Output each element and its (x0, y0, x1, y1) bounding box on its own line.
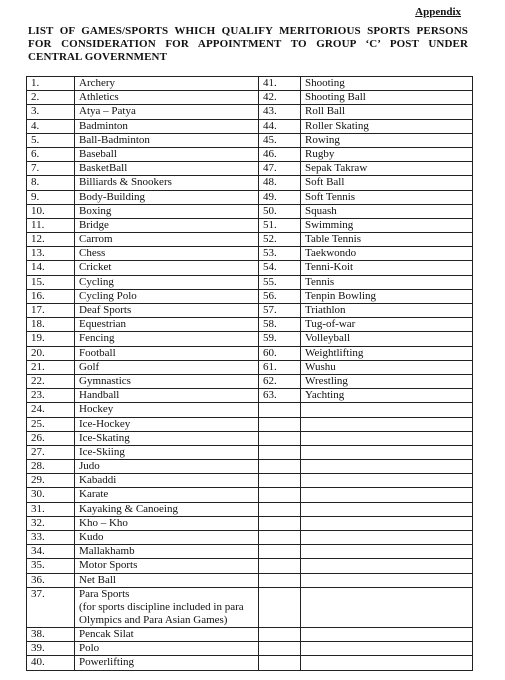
table-row (27, 275, 473, 289)
table-row (27, 628, 473, 642)
sport-number-left: 2. (27, 91, 75, 105)
table-row (27, 190, 473, 204)
sport-name-left: Motor Sports (75, 559, 259, 573)
sport-number-left: 36. (27, 573, 75, 587)
table-row (27, 431, 473, 445)
sport-number-left: 13. (27, 247, 75, 261)
table-row (27, 119, 473, 133)
sport-number-left: 21. (27, 360, 75, 374)
sport-number-right: 42. (259, 91, 301, 105)
sport-name-right (301, 460, 473, 474)
sport-number-left: 12. (27, 233, 75, 247)
table-row (27, 573, 473, 587)
sport-name-left: Cycling Polo (75, 289, 259, 303)
sport-name-left (75, 587, 259, 627)
sport-name-left: Golf (75, 360, 259, 374)
sport-number-right: 50. (259, 204, 301, 218)
sport-name-left: Karate (75, 488, 259, 502)
sport-number-right: 52. (259, 233, 301, 247)
sport-name-left: Athletics (75, 91, 259, 105)
table-row (27, 304, 473, 318)
sport-name-right (301, 545, 473, 559)
table-row (27, 204, 473, 218)
table-row (27, 332, 473, 346)
sport-name-left: Kho – Kho (75, 516, 259, 530)
sport-name-left: Body-Building (75, 190, 259, 204)
sport-name-left: Kudo (75, 531, 259, 545)
sport-number-right (259, 531, 301, 545)
sport-number-left: 1. (27, 77, 75, 91)
sport-number-right: 60. (259, 346, 301, 360)
appendix-label: Appendix (415, 6, 461, 18)
sport-number-left: 23. (27, 389, 75, 403)
sport-name-left: Chess (75, 247, 259, 261)
table-row (27, 176, 473, 190)
sport-number-right: 49. (259, 190, 301, 204)
table-row (27, 289, 473, 303)
sport-name-right: Roll Ball (301, 105, 473, 119)
sport-name-right (301, 628, 473, 642)
table-row (27, 587, 473, 627)
sport-number-left: 26. (27, 431, 75, 445)
sport-number-right: 55. (259, 275, 301, 289)
table-row (27, 77, 473, 91)
sport-name-left: Powerlifting (75, 656, 259, 670)
sport-name-left: BasketBall (75, 162, 259, 176)
sport-name-left: Football (75, 346, 259, 360)
sport-name-right: Soft Ball (301, 176, 473, 190)
table-row (27, 162, 473, 176)
sport-name-right: Squash (301, 204, 473, 218)
sport-name-left: Polo (75, 642, 259, 656)
sport-number-right (259, 545, 301, 559)
sport-number-right: 53. (259, 247, 301, 261)
sport-name-left: Hockey (75, 403, 259, 417)
table-row (27, 105, 473, 119)
sport-name-left: Cycling (75, 275, 259, 289)
sport-number-right (259, 445, 301, 459)
sport-number-right: 62. (259, 374, 301, 388)
sport-number-left: 11. (27, 218, 75, 232)
sport-name-right: Rugby (301, 147, 473, 161)
sport-number-left: 19. (27, 332, 75, 346)
sport-name-right: Wrestling (301, 374, 473, 388)
sport-name-right (301, 516, 473, 530)
sport-name-left: Carrom (75, 233, 259, 247)
table-row (27, 460, 473, 474)
sport-number-right (259, 628, 301, 642)
sport-name-right (301, 656, 473, 670)
table-row (27, 545, 473, 559)
table-row (27, 531, 473, 545)
sport-name-right: Wushu (301, 360, 473, 374)
sport-name-right: Tenpin Bowling (301, 289, 473, 303)
sport-name-right: Shooting Ball (301, 91, 473, 105)
sport-number-left: 32. (27, 516, 75, 530)
sport-number-left: 16. (27, 289, 75, 303)
sport-number-left: 28. (27, 460, 75, 474)
sport-number-left: 34. (27, 545, 75, 559)
sport-number-right: 43. (259, 105, 301, 119)
sport-number-left: 5. (27, 133, 75, 147)
sport-number-left: 39. (27, 642, 75, 656)
sport-name-left: Ice-Skiing (75, 445, 259, 459)
sport-number-right (259, 516, 301, 530)
sport-name-right (301, 573, 473, 587)
sport-number-right (259, 502, 301, 516)
sport-name-left: Badminton (75, 119, 259, 133)
sport-name-right: Sepak Takraw (301, 162, 473, 176)
sport-name-right: Yachting (301, 389, 473, 403)
sport-name-left: Cricket (75, 261, 259, 275)
sport-name-right (301, 502, 473, 516)
sport-number-left: 8. (27, 176, 75, 190)
sport-number-left: 3. (27, 105, 75, 119)
sport-name-right: Weightlifting (301, 346, 473, 360)
sport-name-right (301, 488, 473, 502)
sport-name-left: Baseball (75, 147, 259, 161)
sport-number-left: 9. (27, 190, 75, 204)
sport-name-left: Net Ball (75, 573, 259, 587)
sport-number-right: 51. (259, 218, 301, 232)
sport-number-right (259, 587, 301, 627)
table-row (27, 360, 473, 374)
sport-name-right: Rowing (301, 133, 473, 147)
games-table (26, 76, 473, 671)
table-row (27, 516, 473, 530)
sport-number-left: 25. (27, 417, 75, 431)
sport-name-left: Boxing (75, 204, 259, 218)
sport-name-right: Roller Skating (301, 119, 473, 133)
sport-number-left: 29. (27, 474, 75, 488)
sport-name-right (301, 431, 473, 445)
sport-name-left: Atya – Patya (75, 105, 259, 119)
sport-number-right (259, 417, 301, 431)
table-row (27, 91, 473, 105)
sport-number-left: 38. (27, 628, 75, 642)
sport-number-right (259, 656, 301, 670)
sport-name-right (301, 403, 473, 417)
sport-number-right: 57. (259, 304, 301, 318)
table-row (27, 218, 473, 232)
sport-number-left: 7. (27, 162, 75, 176)
sport-name-left: Billiards & Snookers (75, 176, 259, 190)
sport-number-left: 31. (27, 502, 75, 516)
sport-number-left: 35. (27, 559, 75, 573)
sport-number-left: 14. (27, 261, 75, 275)
sport-number-left: 17. (27, 304, 75, 318)
sport-number-right (259, 460, 301, 474)
sport-number-right: 59. (259, 332, 301, 346)
sport-name-right: Table Tennis (301, 233, 473, 247)
table-row (27, 502, 473, 516)
sport-number-left: 40. (27, 656, 75, 670)
sport-name-left: Deaf Sports (75, 304, 259, 318)
table-row (27, 318, 473, 332)
sport-name-left: Bridge (75, 218, 259, 232)
sport-name-left: Gymnastics (75, 374, 259, 388)
table-row (27, 247, 473, 261)
sport-number-right (259, 474, 301, 488)
sport-name-text: Para Sports (79, 587, 130, 600)
sport-name-right (301, 642, 473, 656)
table-row (27, 474, 473, 488)
sport-name-right (301, 445, 473, 459)
sport-number-left: 20. (27, 346, 75, 360)
sport-number-left: 6. (27, 147, 75, 161)
sport-name-right (301, 559, 473, 573)
sport-number-left: 22. (27, 374, 75, 388)
sport-number-left: 10. (27, 204, 75, 218)
table-row (27, 374, 473, 388)
sport-number-left: 27. (27, 445, 75, 459)
sport-name-right: Tenni-Koit (301, 261, 473, 275)
sport-name-right (301, 417, 473, 431)
sport-name-left: Kayaking & Canoeing (75, 502, 259, 516)
sport-number-right: 44. (259, 119, 301, 133)
table-row (27, 642, 473, 656)
table-row (27, 389, 473, 403)
sport-name-left: Mallakhamb (75, 545, 259, 559)
sport-number-right: 47. (259, 162, 301, 176)
sport-number-left: 4. (27, 119, 75, 133)
sport-number-right: 54. (259, 261, 301, 275)
sport-number-right: 46. (259, 147, 301, 161)
sport-name-right: Tug-of-war (301, 318, 473, 332)
sport-name-left: Archery (75, 77, 259, 91)
sport-name-left: Ice-Hockey (75, 417, 259, 431)
table-row (27, 403, 473, 417)
sport-number-left: 24. (27, 403, 75, 417)
sport-name-right: Swimming (301, 218, 473, 232)
table-row (27, 445, 473, 459)
sport-name-left: Judo (75, 460, 259, 474)
table-row (27, 233, 473, 247)
table-row (27, 656, 473, 670)
table-row (27, 147, 473, 161)
page-title: LIST OF GAMES/SPORTS WHICH QUALIFY MERITORIOUS SPORTS PERSONS FOR CONSIDERATION FOR APPOINTMENT TO GROUP ‘C’ POST UNDER CENTRAL GOVERNMENT (28, 25, 468, 63)
sport-note-text: (for sports discipline included in para Olympics and Para Asian Games) (79, 600, 244, 626)
sport-name-left: Ball-Badminton (75, 133, 259, 147)
games-table-body (27, 77, 473, 671)
sport-number-left: 37. (27, 587, 75, 627)
sport-number-left: 18. (27, 318, 75, 332)
sport-number-right: 58. (259, 318, 301, 332)
sport-number-left: 33. (27, 531, 75, 545)
table-row (27, 346, 473, 360)
sport-number-right (259, 573, 301, 587)
sport-name-right: Tennis (301, 275, 473, 289)
sport-name-right (301, 587, 473, 627)
sport-number-right (259, 559, 301, 573)
table-row (27, 133, 473, 147)
sport-number-left: 30. (27, 488, 75, 502)
sport-name-left: Ice-Skating (75, 431, 259, 445)
sport-number-right: 41. (259, 77, 301, 91)
sport-name-left: Pencak Silat (75, 628, 259, 642)
sport-number-right: 61. (259, 360, 301, 374)
sport-name-right (301, 531, 473, 545)
sport-name-right: Shooting (301, 77, 473, 91)
table-row (27, 559, 473, 573)
sport-number-right: 45. (259, 133, 301, 147)
sport-number-right: 56. (259, 289, 301, 303)
sport-number-right (259, 403, 301, 417)
sport-name-left: Handball (75, 389, 259, 403)
sport-name-right: Soft Tennis (301, 190, 473, 204)
sport-name-right: Triathlon (301, 304, 473, 318)
sport-name-left: Equestrian (75, 318, 259, 332)
sport-name-left: Fencing (75, 332, 259, 346)
sport-name-right: Taekwondo (301, 247, 473, 261)
table-row (27, 488, 473, 502)
table-row (27, 417, 473, 431)
sport-name-right (301, 474, 473, 488)
sport-number-right (259, 431, 301, 445)
sport-name-right: Volleyball (301, 332, 473, 346)
table-row (27, 261, 473, 275)
sport-number-right (259, 642, 301, 656)
sport-name-left: Kabaddi (75, 474, 259, 488)
sport-number-right: 63. (259, 389, 301, 403)
sport-number-left: 15. (27, 275, 75, 289)
sport-number-right: 48. (259, 176, 301, 190)
sport-number-right (259, 488, 301, 502)
